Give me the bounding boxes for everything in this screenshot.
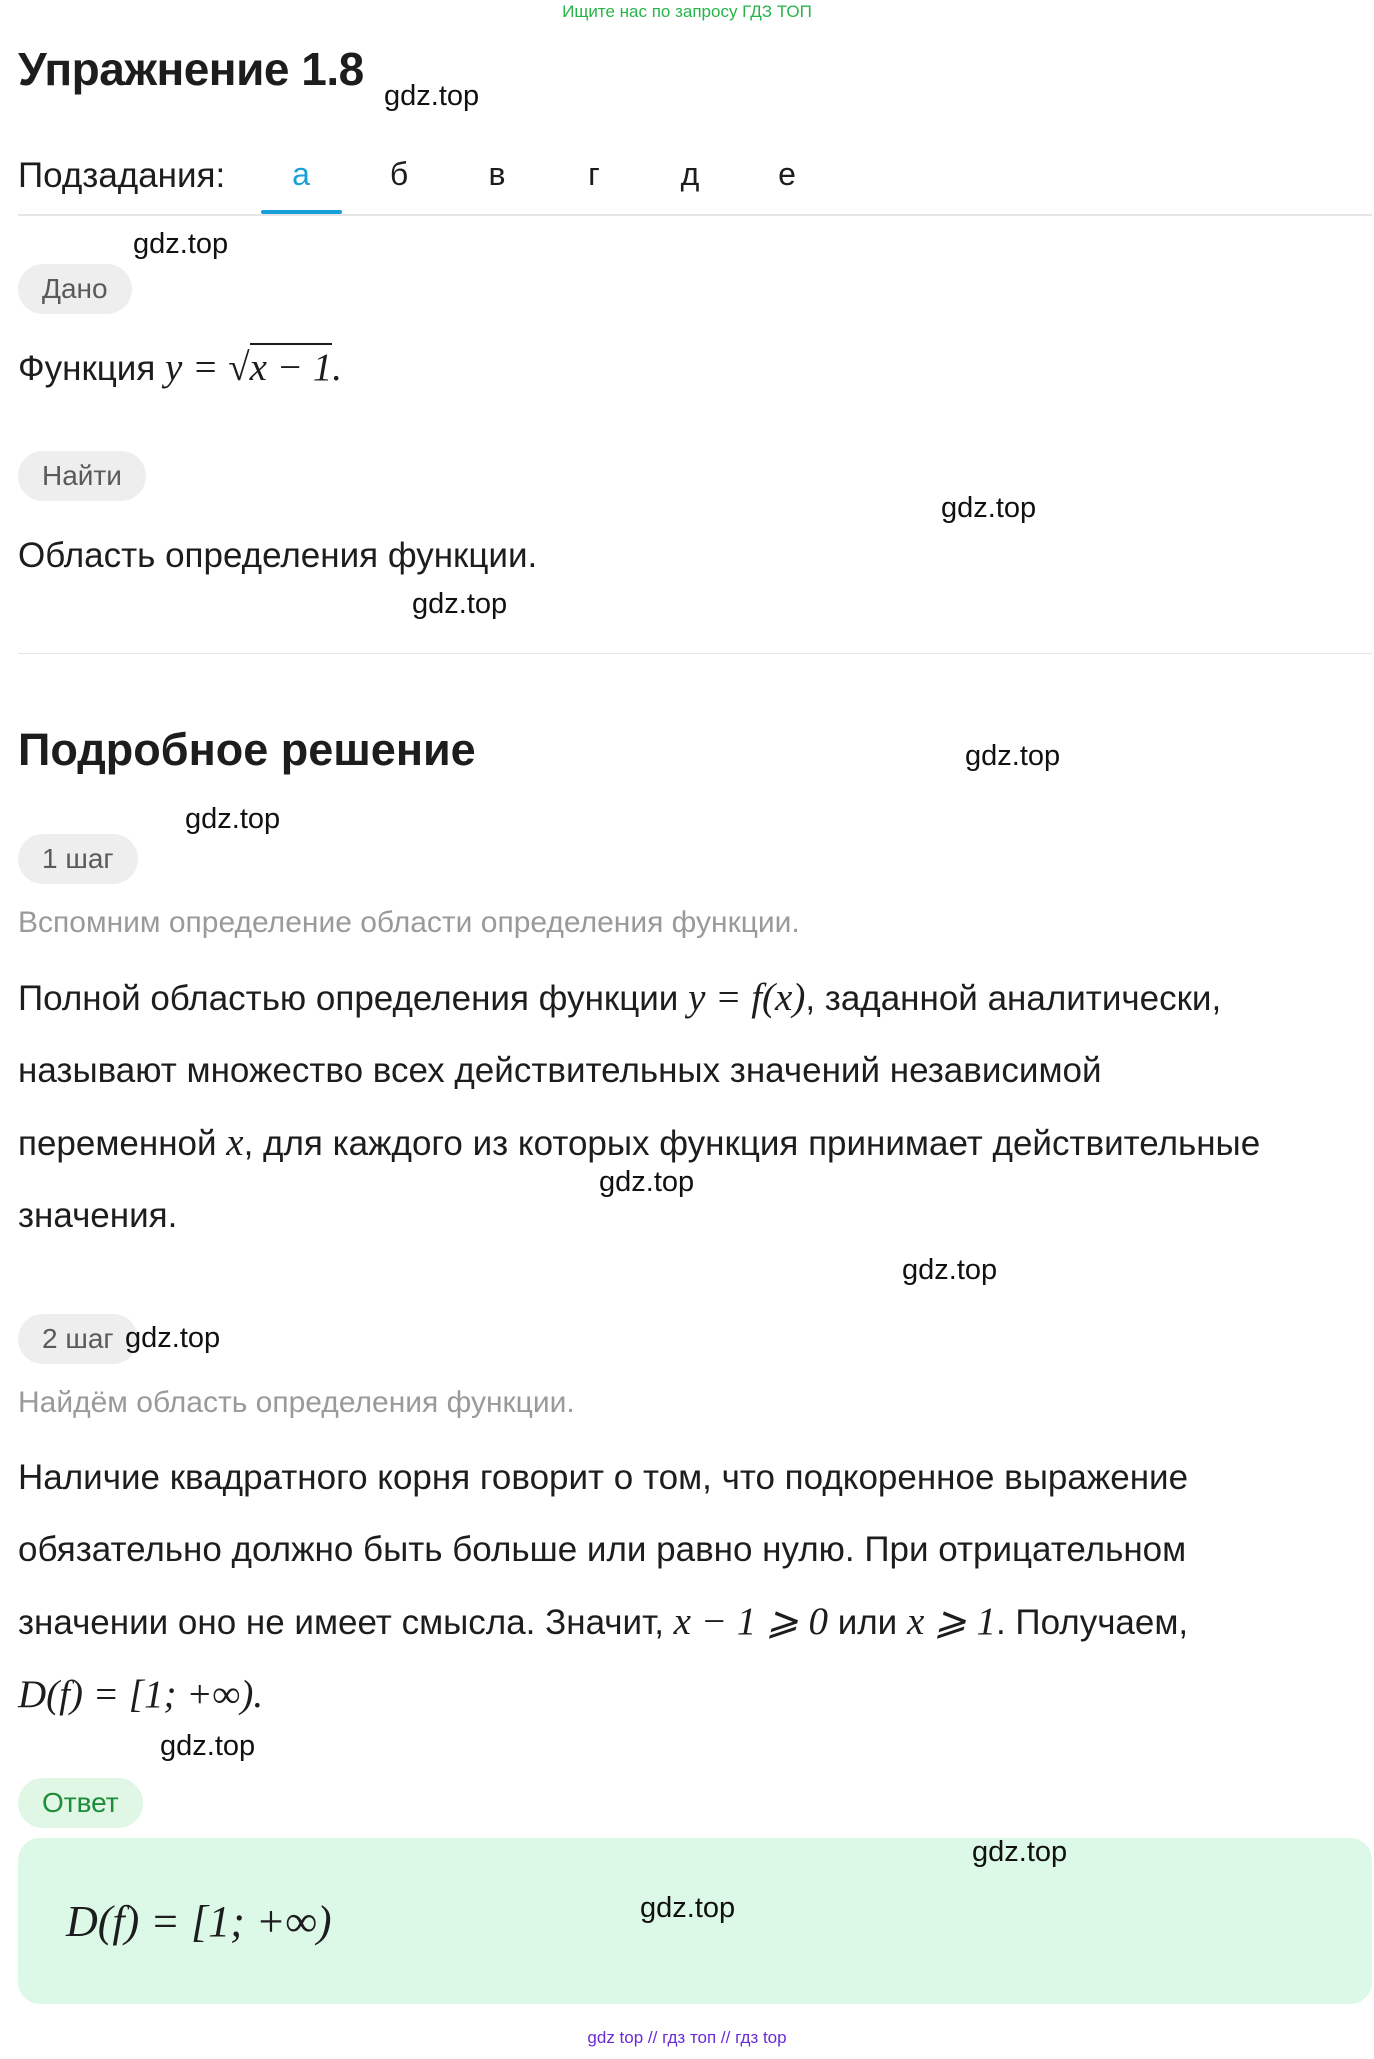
watermark: gdz.top bbox=[972, 1836, 1068, 1868]
tab-a[interactable]: а bbox=[292, 156, 310, 192]
find-pill: Найти bbox=[18, 451, 146, 501]
top-banner-link[interactable]: Ищите нас по запросу ГДЗ ТОП bbox=[562, 2, 812, 21]
tab-g[interactable]: г bbox=[588, 156, 600, 192]
tab-e[interactable]: е bbox=[778, 156, 796, 192]
section-divider bbox=[18, 653, 1372, 654]
given-text: Функция y = √x − 1. bbox=[18, 332, 342, 405]
solution-heading: Подробное решение bbox=[18, 724, 476, 775]
tab-v[interactable]: в bbox=[488, 156, 506, 192]
step1-hint: Вспомним определение области определения функции. bbox=[18, 906, 800, 939]
watermark: gdz.top bbox=[133, 228, 229, 260]
subtasks-tabs bbox=[18, 150, 1372, 216]
footer-links[interactable]: gdz top // гдз топ // гдз top bbox=[587, 2028, 787, 2047]
watermark: gdz.top bbox=[640, 1892, 736, 1924]
tab-d[interactable]: д bbox=[680, 156, 700, 192]
watermark: gdz.top bbox=[125, 1322, 221, 1354]
watermark: gdz.top bbox=[902, 1254, 998, 1286]
watermark: gdz.top bbox=[412, 588, 508, 620]
subtasks-label: Подзадания: bbox=[18, 156, 226, 195]
watermark: gdz.top bbox=[160, 1730, 256, 1762]
step2-pill: 2 шаг bbox=[18, 1314, 138, 1364]
step1-paragraph: Полной областью определения функции y = f(x), заданной аналитически, называют множество всех действительных значений независимой переменной x, для каждого из которых функция принимает действительные значения. bbox=[18, 976, 1261, 1235]
tab-b[interactable]: б bbox=[389, 156, 409, 192]
step2-paragraph: Наличие квадратного корня говорит о том, что подкоренное выражение обязательно должно быть больше или равно нулю. При отрицательном значении оно не имеет смысла. Значит, x − 1 ⩾ 0 или x ⩾ 1. Получаем, D(f) = [1; +∞). bbox=[18, 1458, 1189, 1716]
given-formula: y = √x − 1. bbox=[165, 343, 342, 389]
watermark: gdz.top bbox=[965, 740, 1061, 772]
watermark: gdz.top bbox=[599, 1166, 695, 1198]
active-tab-indicator bbox=[261, 210, 342, 214]
watermark: gdz.top bbox=[384, 80, 480, 112]
watermark: gdz.top bbox=[941, 492, 1037, 524]
page-title: Упражнение 1.8 bbox=[18, 43, 364, 95]
watermark: gdz.top bbox=[185, 803, 281, 835]
answer-pill: Ответ bbox=[18, 1778, 143, 1828]
step1-pill: 1 шаг bbox=[18, 834, 138, 884]
step2-hint: Найдём область определения функции. bbox=[18, 1386, 575, 1419]
answer-formula: D(f) = [1; +∞) bbox=[66, 1897, 332, 1946]
given-pill: Дано bbox=[18, 264, 132, 314]
find-text: Область определения функции. bbox=[18, 536, 538, 575]
